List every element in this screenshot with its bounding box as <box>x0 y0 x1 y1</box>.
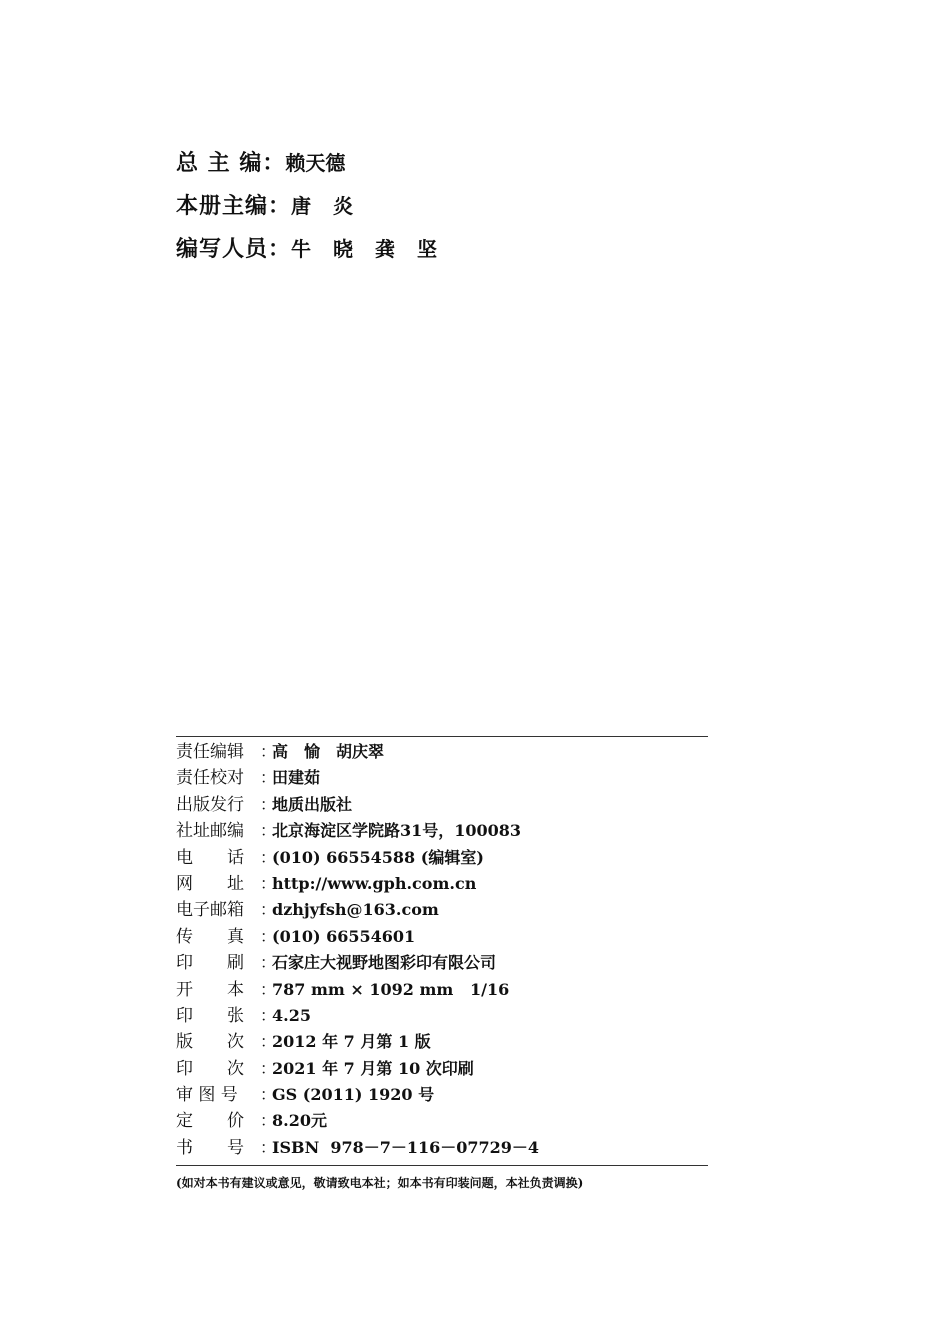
colophon-value: 田建茹 <box>272 768 321 788</box>
colophon-label: 开 本 <box>176 979 244 1000</box>
credit-names <box>285 146 367 180</box>
colophon-label: 社址邮编 <box>176 821 244 842</box>
colophon-label: 印 张 <box>176 1005 244 1026</box>
colophon-row <box>176 924 708 950</box>
colophon-value: 4.25 <box>272 1005 311 1025</box>
bottom-rule <box>176 1165 708 1166</box>
credit-name: 炎 <box>333 194 354 218</box>
colophon-label: 版 次 <box>176 1032 244 1053</box>
credit-name: 唐 <box>291 194 312 218</box>
colophon-label: 电子邮箱 <box>176 900 244 921</box>
colophon-row <box>176 1082 708 1108</box>
credit-name: 龚 <box>375 237 396 261</box>
colophon-colon: ： <box>260 979 277 999</box>
colophon-label: 网 址 <box>176 873 244 894</box>
credit-colon: ： <box>262 151 286 176</box>
colophon-list <box>176 739 708 1161</box>
colophon-label: 出版发行 <box>176 794 244 815</box>
footnote: (如对本书有建议或意见，敬请致电本社；如本书有印装问题，本社负责调换) <box>176 1176 584 1191</box>
colophon-row <box>176 871 708 897</box>
colophon-value: dzhjyfsh@163.com <box>272 900 439 920</box>
credit-name: 坚 <box>417 237 438 261</box>
colophon-colon: ： <box>260 1058 277 1078</box>
credit-label: 本册主编 <box>176 194 269 219</box>
colophon-value: 2021 年 7 月第 10 次印刷 <box>272 1058 474 1078</box>
colophon-label: 印 次 <box>176 1058 244 1079</box>
credit-name: 赖天德 <box>285 151 346 175</box>
colophon-value: (010) 66554588 (编辑室) <box>272 847 484 867</box>
colophon-row <box>176 1135 708 1161</box>
colophon-row <box>176 950 708 976</box>
colophon-row <box>176 739 708 765</box>
colophon-value: (010) 66554601 <box>272 926 416 946</box>
colophon-value: 8.20元 <box>272 1111 327 1131</box>
colophon-row <box>176 897 708 923</box>
colophon-row <box>176 818 708 844</box>
colophon-colon: ： <box>260 1085 277 1105</box>
colophon-label: 书 号 <box>176 1137 244 1158</box>
colophon-colon: ： <box>260 794 277 814</box>
colophon-value: 石家庄大视野地图彩印有限公司 <box>272 953 497 973</box>
colophon-label: 责任编辑 <box>176 742 244 762</box>
colophon-row <box>176 1029 708 1055</box>
colophon-label: 审 图 号 <box>176 1085 238 1106</box>
colophon-colon: ： <box>260 926 277 946</box>
credits-block <box>176 146 459 275</box>
colophon-value: GS (2011) 1920 号 <box>272 1085 435 1105</box>
colophon-label: 传 真 <box>176 926 244 947</box>
colophon-row <box>176 1056 708 1082</box>
colophon-row <box>176 977 708 1003</box>
credit-colon: ： <box>268 194 292 219</box>
colophon-row <box>176 792 708 818</box>
colophon-label: 电 话 <box>176 847 244 868</box>
colophon-row <box>176 1003 708 1029</box>
colophon-colon: ： <box>260 1137 277 1157</box>
colophon-value: 高 愉 胡庆翠 <box>272 742 385 761</box>
colophon-value: ISBN 978－7－116－07729－4 <box>272 1137 540 1157</box>
colophon-value: 地质出版社 <box>272 794 353 814</box>
colophon-colon: ： <box>260 953 277 973</box>
colophon-block <box>176 736 708 1191</box>
colophon-value: 北京海淀区学院路31号，100083 <box>272 821 522 841</box>
credit-label: 总 主 编 <box>176 151 263 176</box>
credit-name: 晓 <box>333 237 354 261</box>
colophon-row <box>176 845 708 871</box>
top-rule <box>176 736 708 737</box>
credit-names <box>291 189 375 223</box>
colophon-value: http://www.gph.com.cn <box>272 873 477 893</box>
credit-row-writers <box>176 232 459 275</box>
credit-label: 编写人员 <box>176 237 269 262</box>
credit-names <box>291 232 459 266</box>
colophon-colon: ： <box>260 1032 277 1052</box>
colophon-colon: ： <box>260 900 277 920</box>
colophon-row <box>176 1108 708 1134</box>
credit-colon: ： <box>268 237 292 262</box>
colophon-colon: ： <box>260 821 277 841</box>
credit-row-chief-editor <box>176 146 459 189</box>
colophon-label: 责任校对 <box>176 768 244 789</box>
colophon-colon: ： <box>260 847 277 867</box>
colophon-value: 787 mm × 1092 mm 1/16 <box>272 979 510 999</box>
colophon-label: 定 价 <box>176 1111 244 1132</box>
colophon-value: 2012 年 7 月第 1 版 <box>272 1032 431 1052</box>
colophon-colon: ： <box>260 1005 277 1025</box>
colophon-colon: ： <box>260 768 277 788</box>
colophon-row <box>176 765 708 791</box>
colophon-colon: ： <box>260 1111 277 1131</box>
colophon-colon: ： <box>260 742 277 761</box>
credit-name: 牛 <box>291 237 312 261</box>
colophon-colon: ： <box>260 873 277 893</box>
credit-row-volume-editor <box>176 189 459 232</box>
colophon-label: 印 刷 <box>176 953 244 974</box>
